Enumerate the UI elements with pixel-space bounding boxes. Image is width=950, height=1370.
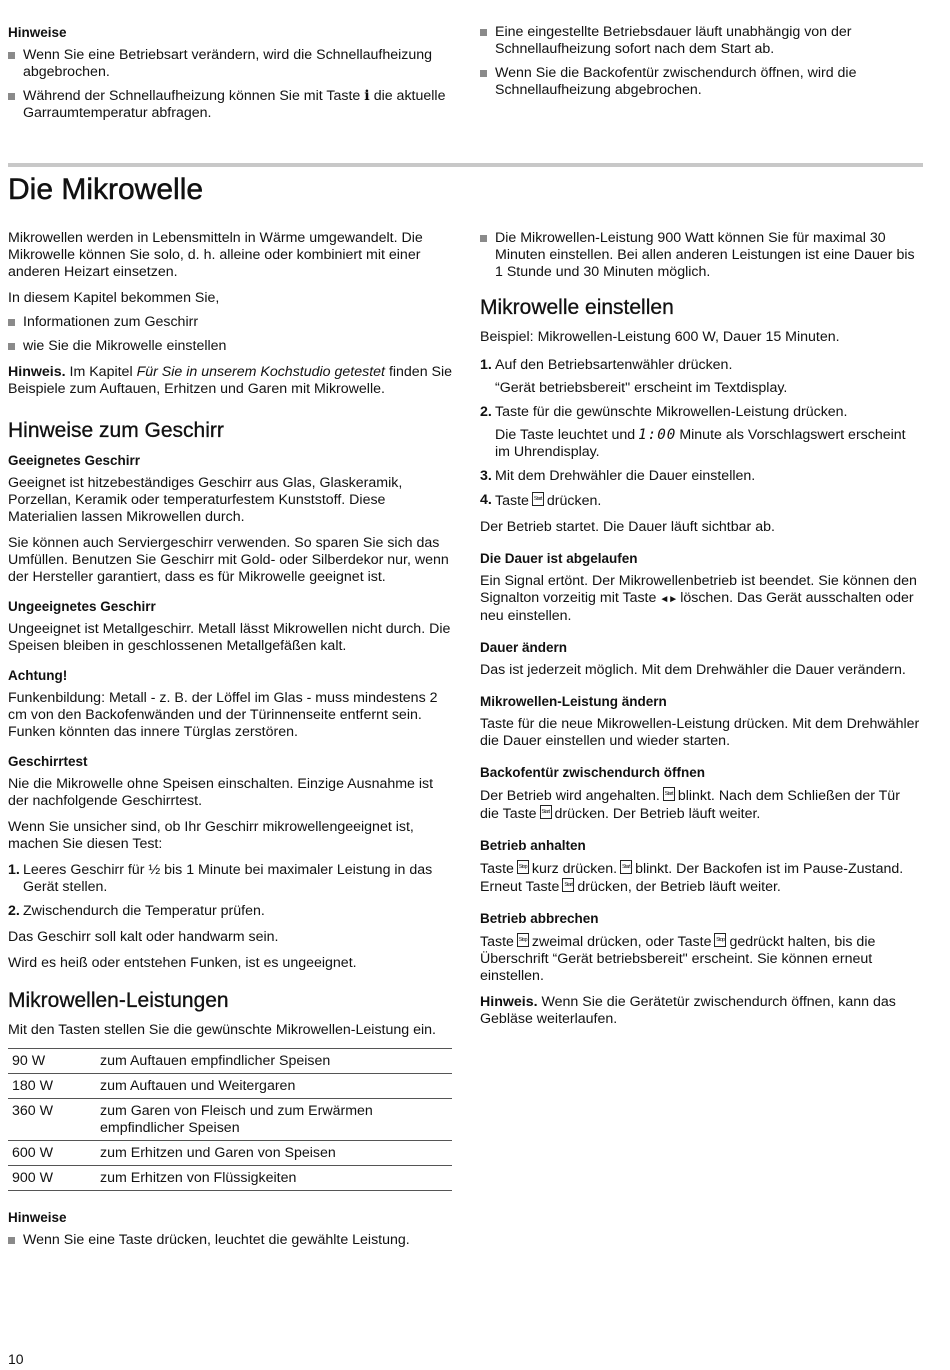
start-key-icon: Start xyxy=(532,492,544,506)
subheading-achtung: Achtung! xyxy=(8,668,68,683)
power-table xyxy=(8,1048,452,1191)
chapter-title: Die Mikrowelle xyxy=(8,173,204,206)
intro-paragraph: Mikrowellen werden in Lebensmitteln in Wärme umgewandelt. Die Mikrowelle können Sie solo, d. h. alleine oder kombiniert mit einer anderen Heizart einsetzen. xyxy=(8,230,423,280)
setup-steps xyxy=(480,357,922,510)
list-item: 1. Auf den Betriebsartenwähler drücken. “Gerät betriebsbereit" erscheint im Textdisplay. xyxy=(480,357,788,396)
top-left-notes xyxy=(8,24,453,131)
list-item: Wenn Sie die Backofentür zwischendurch öffnen, wird die Schnellaufheizung abgebrochen. xyxy=(480,65,920,99)
paragraph: Der Betrieb startet. Die Dauer läuft sichtbar ab. xyxy=(480,519,775,535)
paragraph: Taste für die neue Mikrowellen-Leistung drücken. Mit dem Drehwähler die Dauer einstellen und wieder starten. xyxy=(480,716,920,749)
table-row: 600 W zum Erhitzen und Garen von Speisen xyxy=(8,1141,452,1166)
top-right-bullets xyxy=(480,24,920,99)
hinweise-list xyxy=(8,1232,453,1249)
subheading-leistung: Mikrowellen-Leistung ändern xyxy=(480,694,667,709)
right-column xyxy=(480,230,922,1037)
section-heading-geschirr: Hinweise zum Geschirr xyxy=(8,419,224,442)
power-limit-list xyxy=(480,230,922,281)
paragraph: Nie die Mikrowelle ohne Speisen einschalten. Einzige Ausnahme ist der nachfolgende Geschirrtest. xyxy=(8,776,434,809)
subheading-abbrechen: Betrieb abbrechen xyxy=(480,911,599,926)
list-item: 2. Zwischendurch die Temperatur prüfen. xyxy=(8,903,265,919)
subheading-geeignet: Geeignetes Geschirr xyxy=(8,453,141,468)
section-heading-leistungen: Mikrowellen-Leistungen xyxy=(8,989,229,1012)
subheading-anhalten: Betrieb anhalten xyxy=(480,838,586,853)
paragraph: Ungeeignet ist Metallgeschirr. Metall lässt Mikrowellen nicht durch. Die Speisen bleiben in geschlossenen Metallgefäßen kalt. xyxy=(8,621,451,654)
paragraph: Wenn Sie unsicher sind, ob Ihr Geschirr mikrowellengeeignet ist, machen Sie diesen Test: xyxy=(8,819,414,852)
chapter-reference: Für Sie in unserem Kochstudio getestet xyxy=(136,364,385,380)
subheading-abgelaufen: Die Dauer ist abgelaufen xyxy=(480,551,638,566)
list-item: wie Sie die Mikrowelle einstellen xyxy=(8,338,453,355)
signal-mute-key-icon: ◄► xyxy=(659,594,678,605)
stop-key-icon: Stop xyxy=(714,933,726,947)
note-paragraph: Hinweis. Im Kapitel Für Sie in unserem Kochstudio getestet finden Sie Beispiele zum Auftauen, Erhitzen und Garen mit Mikrowelle. xyxy=(8,364,453,397)
table-row: 360 W zum Garen von Fleisch und zum Erwärmen empfindlicher Speisen xyxy=(8,1099,452,1141)
table-row: 90 W zum Auftauen empfindlicher Speisen xyxy=(8,1049,452,1074)
start-key-icon: Start xyxy=(540,805,552,819)
list-item: 2. Taste für die gewünschte Mikrowellen-Leistung drücken. Die Taste leuchtet und 1:00 Minute als Vorschlagswert erscheint im Uhrendisplay. xyxy=(480,404,906,460)
list-item: Während der Schnellaufheizung können Sie mit Taste i die aktuelle Garraumtemperatur abfragen. xyxy=(8,88,453,122)
list-item: 3. Mit dem Drehwähler die Dauer einstellen. xyxy=(480,468,756,484)
paragraph: Das Geschirr soll kalt oder handwarm sein. xyxy=(8,929,279,945)
info-key-icon: i xyxy=(364,88,370,104)
clock-display-value: 1:00 xyxy=(638,427,677,443)
paragraph: Taste Stop zweimal drücken, oder Taste Stop gedrückt halten, bis die Überschrift “Gerät betriebsbereit" erscheint. Sie können erneut einstellen. xyxy=(480,934,876,984)
paragraph: Taste Stop kurz drücken. Start blinkt. Der Backofen ist im Pause-Zustand. Erneut Taste Start drücken, der Betrieb läuft weiter. xyxy=(480,861,904,895)
stop-key-icon: Stop xyxy=(517,860,529,874)
subheading-ungeeignet: Ungeeignetes Geschirr xyxy=(8,599,156,614)
table-row: 180 W zum Auftauen und Weitergaren xyxy=(8,1074,452,1099)
start-key-icon: Start xyxy=(663,787,675,801)
paragraph: Ein Signal ertönt. Der Mikrowellenbetrieb ist beendet. Sie können den Signalton vorzeitig mit Taste ◄► löschen. Das Gerät ausschalten oder neu einstellen. xyxy=(480,573,917,624)
chapter-contents-list xyxy=(8,314,453,355)
chapter-divider xyxy=(8,163,923,167)
warning-paragraph: Funkenbildung: Metall - z. B. der Löffel im Glas - muss mindestens 2 cm von den Backofenwänden und der Türinnenseite entfernt sein. Funken könnten das innere Türglas zerstören. xyxy=(8,690,438,740)
list-item: Die Mikrowellen-Leistung 900 Watt können Sie für maximal 30 Minuten einstellen. Bei allen anderen Leistungen ist eine Dauer bis 1 Stunde und 30 Minuten möglich. xyxy=(480,230,922,281)
paragraph: Mit den Tasten stellen Sie die gewünschte Mikrowellen-Leistung ein. xyxy=(8,1022,436,1038)
paragraph: Wird es heiß oder entstehen Funken, ist es ungeeignet. xyxy=(8,955,357,971)
example-paragraph: Beispiel: Mikrowellen-Leistung 600 W, Dauer 15 Minuten. xyxy=(480,329,840,345)
section-heading-einstellen: Mikrowelle einstellen xyxy=(480,296,674,319)
list-item: Informationen zum Geschirr xyxy=(8,314,453,331)
list-item: 1. Leeres Geschirr für ½ bis 1 Minute bei maximaler Leistung in das Gerät stellen. xyxy=(8,862,433,895)
paragraph: Geeignet ist hitzebeständiges Geschirr aus Glas, Glaskeramik, Porzellan, Keramik oder temperaturfestem Kunststoff. Diese Materialien lassen Mikrowellen durch. xyxy=(8,475,403,525)
paragraph: Das ist jederzeit möglich. Mit dem Drehwähler die Dauer verändern. xyxy=(480,662,906,678)
list-item: Wenn Sie eine Taste drücken, leuchtet die gewählte Leistung. xyxy=(8,1232,453,1249)
table-row: 900 W zum Erhitzen von Flüssigkeiten xyxy=(8,1166,452,1191)
subheading-geschirrtest: Geschirrtest xyxy=(8,754,88,769)
top-left-bullets xyxy=(8,47,453,122)
start-key-icon: Start xyxy=(620,860,632,874)
top-heading: Hinweise xyxy=(8,25,67,40)
test-steps xyxy=(8,862,453,920)
paragraph: Der Betrieb wird angehalten. Start blinkt. Nach dem Schließen der Tür die Taste Start drücken. Der Betrieb läuft weiter. xyxy=(480,788,900,822)
subheading-dauer: Dauer ändern xyxy=(480,640,568,655)
list-item: Eine eingestellte Betriebsdauer läuft unabhängig von der Schnellaufheizung sofort nach dem Start ab. xyxy=(480,24,920,58)
page-number: 10 xyxy=(8,1351,24,1367)
list-item: Wenn Sie eine Betriebsart verändern, wird die Schnellaufheizung abgebrochen. xyxy=(8,47,453,81)
subheading-hinweise: Hinweise xyxy=(8,1210,67,1225)
left-column xyxy=(8,230,453,1258)
list-item: 4. Taste Start drücken. xyxy=(480,492,602,509)
note-paragraph: Hinweis. Wenn Sie die Gerätetür zwischendurch öffnen, kann das Gebläse weiterlaufen. xyxy=(480,994,896,1027)
subheading-tuer: Backofentür zwischendurch öffnen xyxy=(480,765,706,780)
intro-paragraph-2: In diesem Kapitel bekommen Sie, xyxy=(8,290,220,306)
top-right-notes xyxy=(480,24,920,108)
paragraph: Sie können auch Serviergeschirr verwenden. So sparen Sie sich das Umfüllen. Benutzen Sie Geschirr mit Gold- oder Silberdekor nur, wenn der Hersteller garantiert, dass es für Mikrowelle geeignet ist. xyxy=(8,535,449,585)
start-key-icon: Start xyxy=(562,878,574,892)
stop-key-icon: Stop xyxy=(517,933,529,947)
